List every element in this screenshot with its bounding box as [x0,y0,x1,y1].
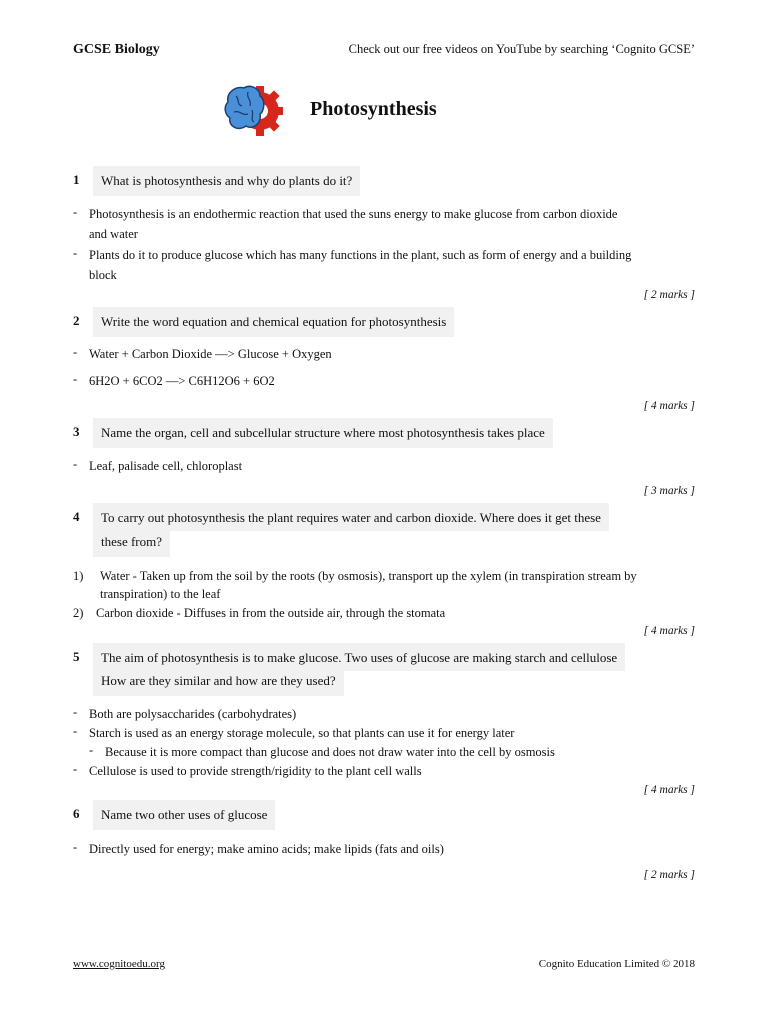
question-prompt: Name two other uses of glucose [93,800,275,830]
answer-line: Photosynthesis is an endothermic reaction that used the suns energy to make glucose from carbon dioxide [89,207,618,221]
question-number: 2 [73,313,80,328]
answer-line: block [89,268,117,282]
bullet-dash: - [73,724,78,738]
question-number: 1 [73,172,80,187]
list-number: 1) [73,569,84,583]
copyright-notice: Cognito Education Limited © 2018 [538,958,695,970]
subject-label: GCSE Biology [73,42,160,57]
marks-label: [ 3 marks ] [643,485,695,497]
question-prompt-continued: these from? [93,529,170,557]
website-link[interactable]: www.cognitoedu.org [73,958,165,970]
question-prompt: Name the organ, cell and subcellular structure where most photosynthesis takes place [93,418,553,448]
bullet-dash: - [73,762,78,776]
question-prompt-continued: How are they similar and how are they used? [93,668,344,696]
bullet-dash: - [73,705,78,719]
bullet-dash: - [73,345,78,359]
sub-bullet-dash: - [89,743,94,757]
question-prompt: The aim of photosynthesis is to make glucose. Two uses of glucose are making starch and cellulose [93,643,625,671]
bullet-dash: - [73,840,78,854]
youtube-promo: Check out our free videos on YouTube by searching ‘Cognito GCSE’ [348,42,695,56]
marks-label: [ 4 marks ] [643,400,695,412]
bullet-dash: - [73,246,78,260]
marks-label: [ 4 marks ] [643,625,695,637]
answer-line: Both are polysaccharides (carbohydrates) [89,707,297,721]
answer-line: Carbon dioxide - Diffuses in from the outside air, through the stomata [96,606,446,620]
answer-line: transpiration) to the leaf [100,587,221,601]
answer-line: and water [89,227,138,241]
list-number: 2) [73,606,84,620]
brain-icon [225,86,264,128]
question-prompt: Write the word equation and chemical equation for photosynthesis [93,307,454,337]
bullet-dash: - [73,372,78,386]
question-number: 4 [73,509,80,524]
marks-label: [ 2 marks ] [643,869,695,881]
answer-line: Because it is more compact than glucose and does not draw water into the cell by osmosis [105,745,555,759]
answer-line: Plants do it to produce glucose which has many functions in the plant, such as form of energy and a building [89,248,632,262]
page-title: Photosynthesis [310,98,437,120]
answer-line: Cellulose is used to provide strength/rigidity to the plant cell walls [89,764,422,778]
answer-line: Water + Carbon Dioxide —> Glucose + Oxygen [89,347,332,361]
answer-line: Directly used for energy; make amino acids; make lipids (fats and oils) [89,842,444,856]
answer-line: Water - Taken up from the soil by the roots (by osmosis), transport up the xylem (in transpiration stream by [100,569,637,583]
answer-line: Starch is used as an energy storage molecule, so that plants can use it for energy later [89,726,515,740]
answer-line: Leaf, palisade cell, chloroplast [89,459,243,473]
marks-label: [ 4 marks ] [643,784,695,796]
bullet-dash: - [73,205,78,219]
bullet-dash: - [73,457,78,471]
brain-gear-logo-icon [222,82,284,140]
question-number: 6 [73,806,80,821]
question-prompt: To carry out photosynthesis the plant requires water and carbon dioxide. Where does it get these [93,503,609,531]
question-number: 5 [73,649,80,664]
question-prompt: What is photosynthesis and why do plants do it? [93,166,360,196]
answer-line: 6H2O + 6CO2 —> C6H12O6 + 6O2 [89,374,275,388]
question-number: 3 [73,424,80,439]
marks-label: [ 2 marks ] [643,289,695,301]
